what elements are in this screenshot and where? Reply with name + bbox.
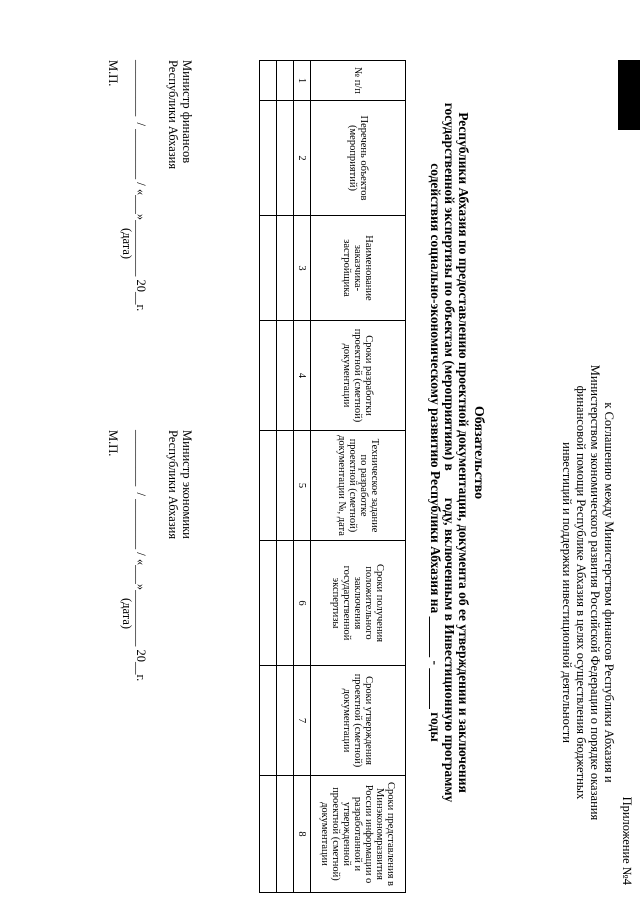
- table-cell: [277, 431, 294, 541]
- basis-line: инвестиций и поддержки инвестиционной деятельности: [560, 442, 574, 743]
- heading-line: государственной экспертизы по объектам (мероприятиям) в году, включенным в Инвестиционную программу: [442, 102, 457, 803]
- column-number: 6: [294, 541, 311, 666]
- table-cell: [277, 61, 294, 101]
- date-label: (дата): [120, 228, 134, 260]
- table-cell: [260, 321, 277, 431]
- table-cell: [277, 321, 294, 431]
- column-number: 5: [294, 431, 311, 541]
- heading-line: Республики Абхазия по предоставлению проектной документации, документа об ее утверждении и заключения: [456, 112, 471, 793]
- agreement-basis: [560, 300, 616, 885]
- header-cell: Сроки представления в Минэкономразвития России информации о разработанной и утвержденной проектной (сметной) документации: [311, 776, 406, 893]
- signatory-title: Министр финансов: [180, 60, 194, 164]
- signature-block-economy: [106, 430, 194, 681]
- column-number: 1: [294, 61, 311, 101]
- table-cell: [277, 216, 294, 321]
- table-cell: [260, 666, 277, 776]
- table-cell: [260, 541, 277, 666]
- header-cell: Сроки разработки проектной (сметной) документации: [311, 321, 406, 431]
- appendix-title: Приложение №4: [620, 796, 634, 885]
- document-heading: [428, 80, 470, 825]
- date-label: (дата): [120, 598, 134, 630]
- column-number: 8: [294, 776, 311, 893]
- header-cell: Техническое задание по разработке проектной (сметной) документации №, дата: [311, 431, 406, 541]
- table-cell: [260, 216, 277, 321]
- signatory-title: Министр экономики: [180, 430, 194, 539]
- signature-line: _________ / ________ / «___»_________ 20__г.: [134, 430, 148, 682]
- obligation-table: [259, 60, 406, 893]
- table-cell: [277, 666, 294, 776]
- basis-line: финансовой помощи Республике Абхазия в целях осуществления бюджетных: [574, 385, 588, 800]
- header-cell: № п/п: [311, 61, 406, 101]
- column-number: 4: [294, 321, 311, 431]
- header-cell: Перечень объектов (мероприятий): [311, 101, 406, 216]
- table-row: [277, 61, 294, 893]
- table-cell: [260, 431, 277, 541]
- obligation-title: Обязательство: [471, 405, 486, 500]
- table-cell: [260, 101, 277, 216]
- basis-line: к Соглашению между Министерством финансов Республики Абхазия и: [602, 402, 616, 783]
- table-row: [260, 61, 277, 893]
- column-number: 3: [294, 216, 311, 321]
- column-number: 2: [294, 101, 311, 216]
- table-number-row: [294, 61, 311, 893]
- heading-line: содействия социально-экономическому развитию Республики Абхазия на ______ - ______ годы: [428, 163, 443, 742]
- basis-line: Министерством экономического развития Российской Федерации о порядке оказания: [588, 364, 602, 821]
- table-cell: [277, 541, 294, 666]
- table-cell: [260, 61, 277, 101]
- signatory-title: Республики Абхазия: [166, 430, 180, 540]
- table-cell: [260, 776, 277, 893]
- header-cell: Сроки утверждения проектной (сметной) документации: [311, 666, 406, 776]
- stamp-label: М.П.: [106, 430, 120, 457]
- signature-line: _________ / ________ / «___»_________ 20__г.: [134, 60, 148, 312]
- signatory-title: Республики Абхазия: [166, 60, 180, 170]
- signature-block-finance: [106, 60, 194, 311]
- header-cell: Сроки получения положительного заключения государственной экспертизы: [311, 541, 406, 666]
- table-cell: [277, 101, 294, 216]
- header-cell: Наименование заказчика-застройщика: [311, 216, 406, 321]
- table-header-row: [311, 61, 406, 893]
- table-cell: [277, 776, 294, 893]
- column-number: 7: [294, 666, 311, 776]
- stamp-label: М.П.: [106, 60, 120, 87]
